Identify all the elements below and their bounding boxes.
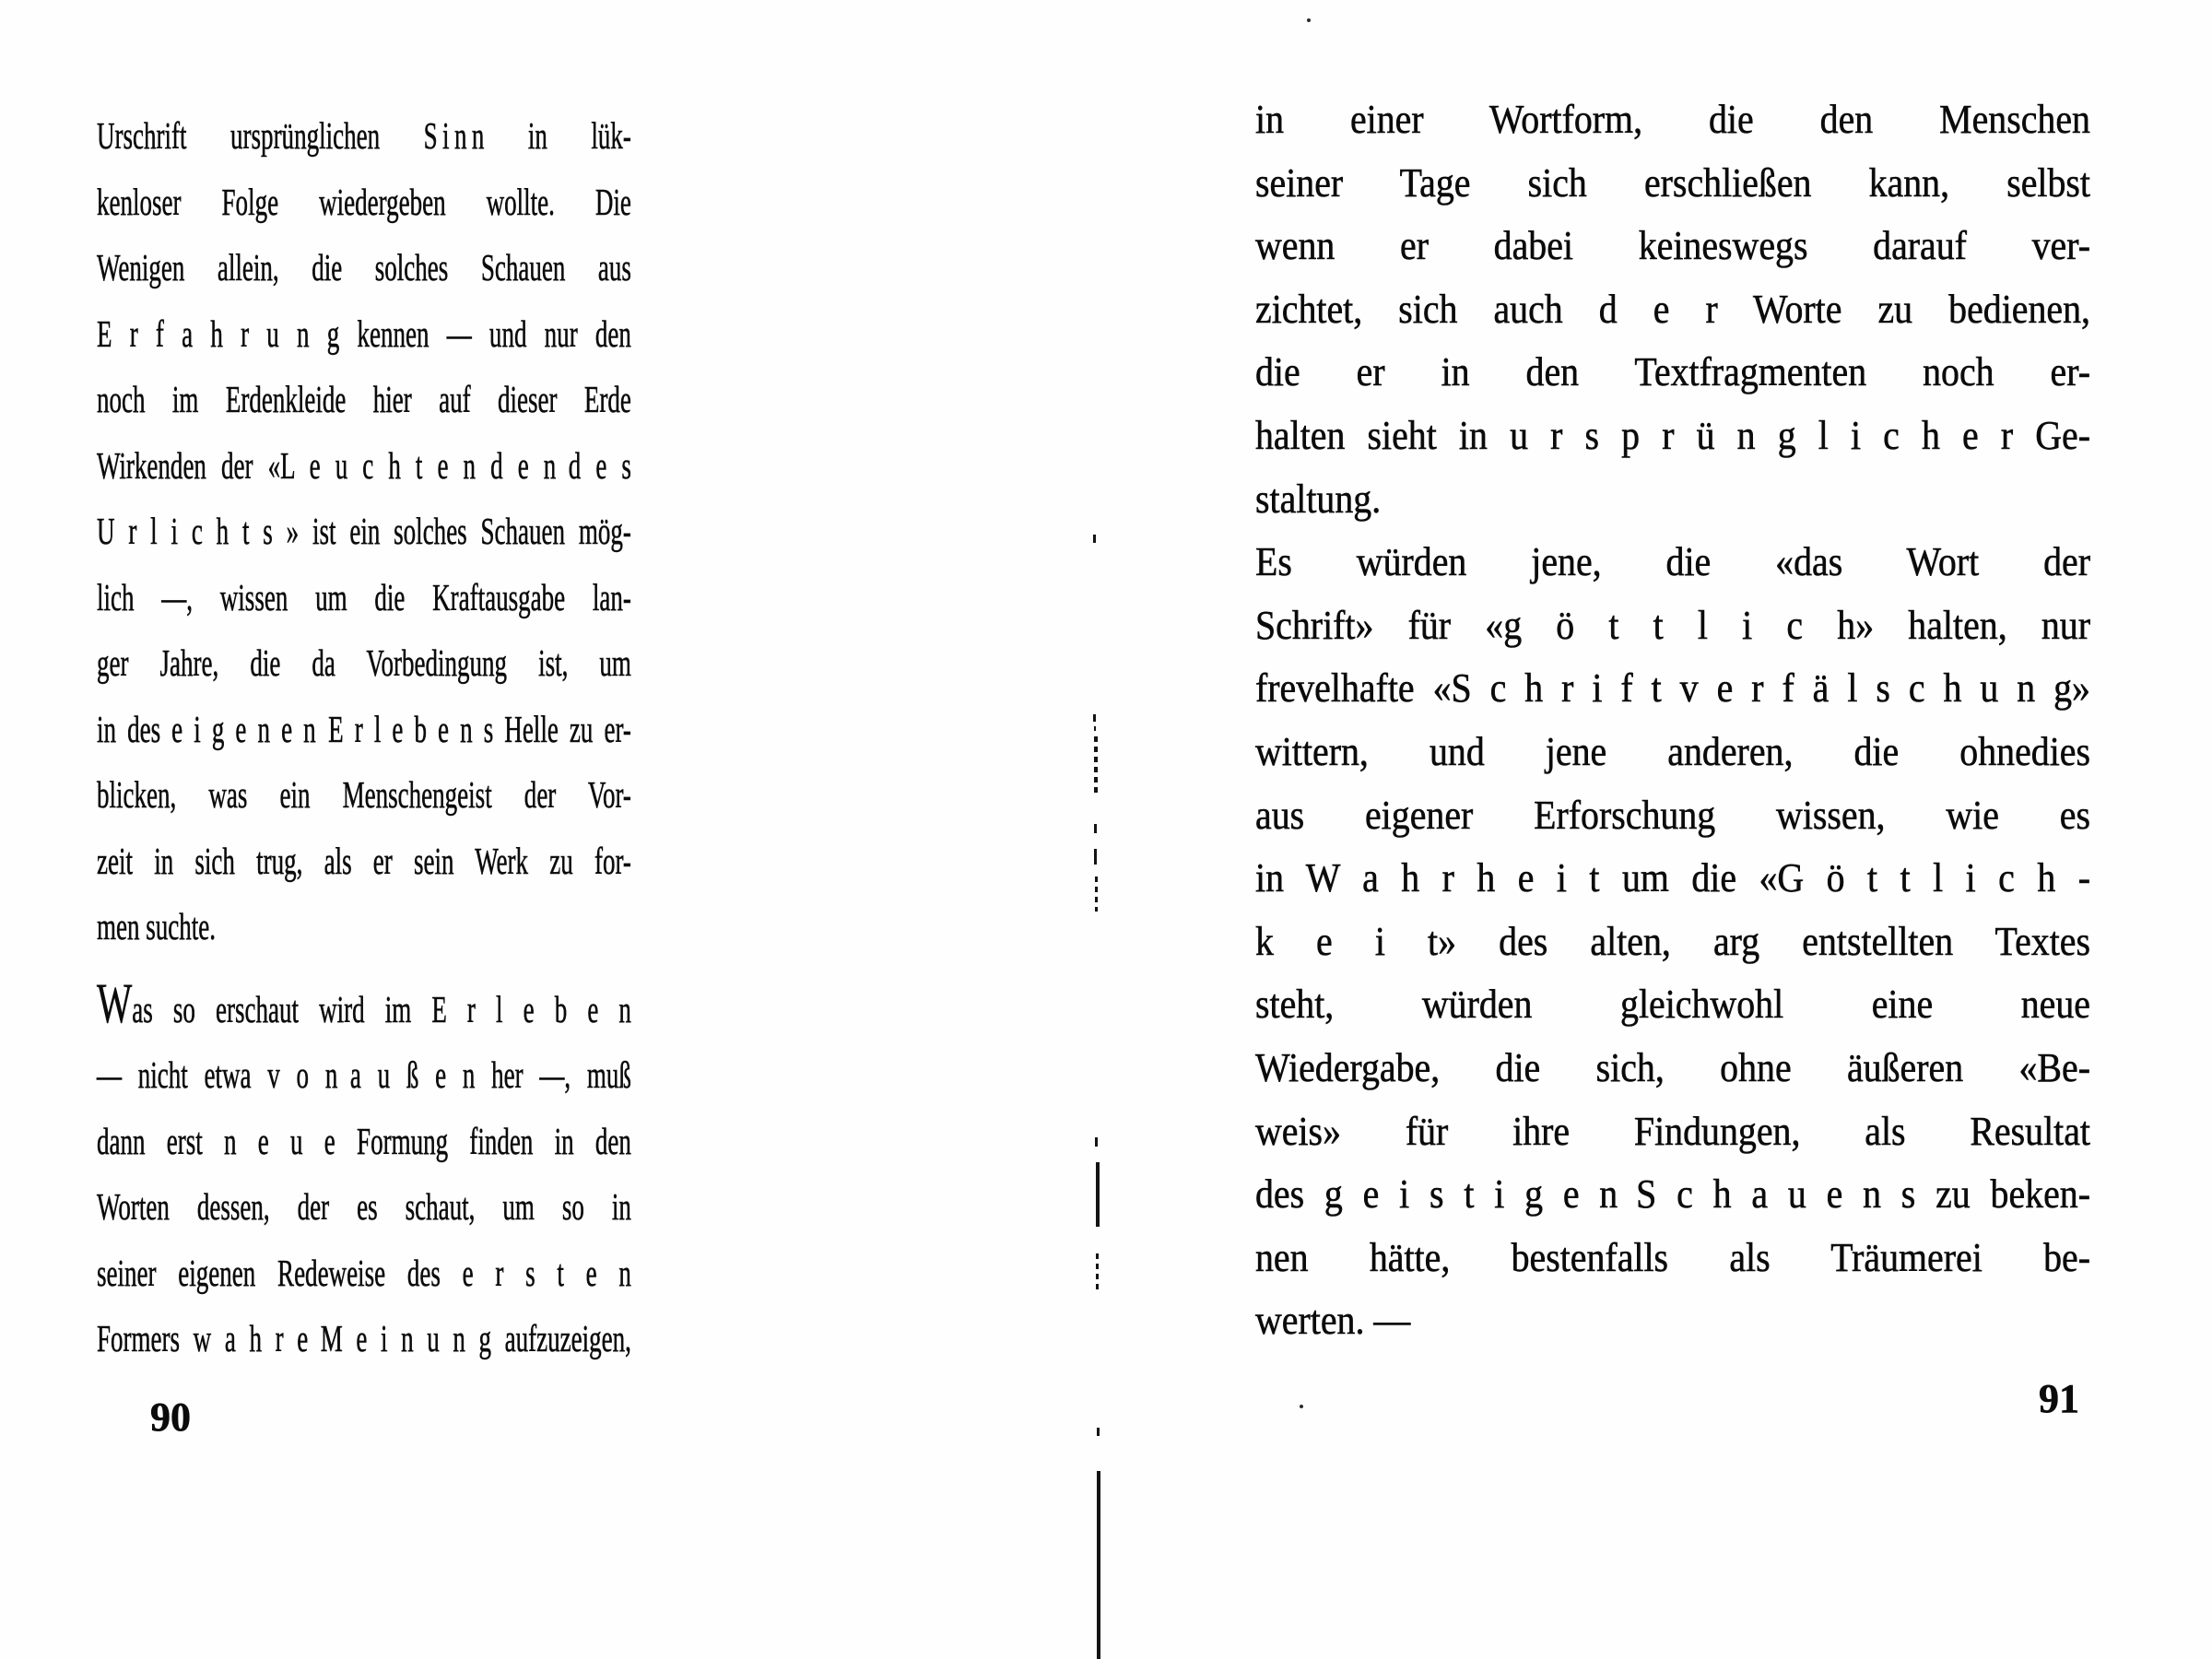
- text-line: frevelhafte «S c h r i f t v e r f ä l s c h u n g»: [1255, 665, 2090, 712]
- text-line: lich —, wissen um die Kraftausgabe lan-: [97, 575, 631, 618]
- gutter-mark: [1093, 535, 1096, 543]
- text-line: k e i t» des alten, arg entstellten Textes: [1255, 918, 2090, 964]
- text-line: in des e i g e n e n E r l e b e n s Helle zu er-: [97, 707, 631, 750]
- gutter-mark: [1097, 1428, 1100, 1436]
- text-line: — nicht etwa v o n a u ß e n her —, muß: [97, 1053, 631, 1096]
- text-line: in W a h r h e i t um die «G ö t t l i c h -: [1255, 855, 2090, 901]
- text-line: Urschrift ursprünglichen S i n n in lük-: [97, 114, 631, 157]
- text-line: seiner eigenen Redeweise des e r s t e n: [97, 1251, 631, 1294]
- text-line: ger Jahre, die da Vorbedingung ist, um: [97, 641, 631, 684]
- text-line-rest: as so erschaut wird im E r l e b e n: [132, 987, 631, 1030]
- page-left-paragraph-1: [97, 103, 631, 960]
- gutter-mark: [1095, 1137, 1098, 1147]
- text-line: die er in den Textfragmenten noch er-: [1255, 349, 2090, 395]
- gutter-mark: [1094, 824, 1097, 833]
- text-line: in einer Wortform, die den Menschen: [1255, 97, 2090, 142]
- text-line: noch im Erdenkleide hier auf dieser Erde: [97, 378, 631, 420]
- page-right-paragraph-1: [1255, 88, 2090, 531]
- text-line: aus eigener Erforschung wissen, wie es: [1255, 792, 2090, 838]
- text-line: [97, 971, 631, 1043]
- drop-cap: W: [97, 971, 133, 1035]
- text-line: dann erst n e u e Formung finden in den: [97, 1119, 631, 1162]
- text-line: staltung.: [1255, 476, 1382, 522]
- page-right: [1255, 88, 2090, 1353]
- text-line: kenloser Folge wiedergeben wollte. Die: [97, 180, 631, 223]
- text-line: Wirkenden der «L e u c h t e n d e n d e s: [97, 443, 631, 487]
- gutter-mark: [1093, 714, 1096, 722]
- gutter-mark: [1097, 1471, 1100, 1659]
- text-line: Worten dessen, der es schaut, um so in: [97, 1185, 631, 1228]
- text-line: werten. —: [1255, 1298, 1411, 1344]
- gutter-mark: [1096, 1253, 1099, 1290]
- text-line: seiner Tage sich erschließen kann, selbst: [1255, 159, 2090, 206]
- text-line: E r f a h r u n g kennen — und nur den: [97, 312, 631, 355]
- page-number-left: 90: [150, 1394, 191, 1440]
- gutter-mark: [1094, 726, 1096, 731]
- ink-speck: [1307, 18, 1311, 22]
- page-left: [97, 103, 631, 1372]
- page-number-right: 91: [2039, 1376, 2079, 1421]
- page-right-paragraph-2: [1255, 531, 2090, 1353]
- text-line: zichtet, sich auch d e r Worte zu bedienen,: [1255, 286, 2090, 332]
- page-left-paragraph-2: [97, 971, 631, 1372]
- text-line: halten sieht in u r s p r ü n g l i c h e r Ge-: [1255, 412, 2090, 458]
- gutter-mark: [1094, 736, 1098, 795]
- text-line: wittern, und jene anderen, die ohnedies: [1255, 728, 2090, 774]
- gutter-mark: [1094, 849, 1097, 865]
- gutter-mark: [1096, 1162, 1100, 1227]
- text-line: Wenigen allein, die solches Schauen aus: [97, 246, 631, 288]
- ink-speck: [1300, 1405, 1303, 1408]
- text-line: blicken, was ein Menschengeist der Vor-: [97, 773, 631, 816]
- text-line: des g e i s t i g e n S c h a u e n s zu beken-: [1255, 1171, 2090, 1218]
- text-line: men suchte.: [97, 905, 217, 947]
- text-line: nen hätte, bestenfalls als Träumerei be-: [1255, 1234, 2090, 1280]
- text-line: wenn er dabei keineswegs darauf ver-: [1255, 223, 2090, 269]
- gutter-mark: [1095, 877, 1098, 912]
- text-line: Wiedergabe, die sich, ohne äußeren «Be-: [1255, 1044, 2090, 1090]
- text-line: zeit in sich trug, als er sein Werk zu for-: [97, 839, 631, 882]
- text-line: weis» für ihre Findungen, als Resultat: [1255, 1108, 2090, 1154]
- text-line: U r l i c h t s » ist ein solches Schauen mög-: [97, 510, 631, 552]
- text-line: Es würden jene, die «das Wort der: [1255, 539, 2090, 585]
- text-line: Schrift» für «g ö t t l i c h» halten, nur: [1255, 602, 2090, 648]
- text-line: Formers w a h r e M e i n u n g aufzuzeigen,: [97, 1317, 631, 1359]
- text-line: steht, würden gleichwohl eine neue: [1255, 982, 2090, 1028]
